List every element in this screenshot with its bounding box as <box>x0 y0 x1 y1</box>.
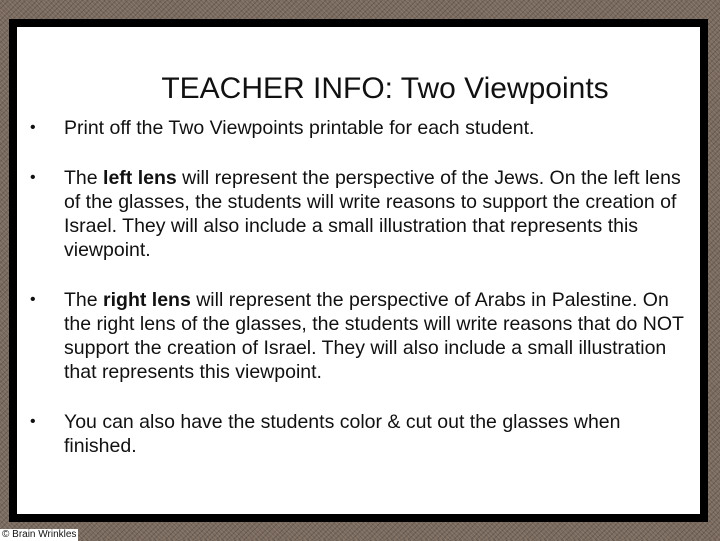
bullet-item-right-lens <box>30 288 695 384</box>
bullet-dot: • <box>30 291 36 308</box>
bullet-text: You can also have the students color & cut out the glasses when finished. <box>64 411 621 457</box>
slide-title: TEACHER INFO: Two Viewpoints <box>161 72 609 105</box>
copyright-footer: © Brain Wrinkles <box>2 529 77 540</box>
bullet-item-color-cut <box>30 410 695 458</box>
bullet-emphasis-left-lens: left lens <box>103 167 177 189</box>
bullet-emphasis-right-lens: right lens <box>103 289 191 311</box>
bullet-list <box>30 116 695 484</box>
bullet-dot: • <box>30 119 36 136</box>
bullet-text-pre: The <box>64 289 104 311</box>
bullet-dot: • <box>30 413 36 430</box>
bullet-dot: • <box>30 169 36 186</box>
bullet-text-post: will represent the perspective of Arabs in Palestine. On the right lens of the glasses, the students will write reasons that do NOT support the creation of Israel. They will also include a small illustration that represents this viewpoint. <box>64 289 684 383</box>
bullet-text: Print off the Two Viewpoints printable for each student. <box>64 117 535 139</box>
bullet-text-pre: The <box>64 167 104 189</box>
bullet-item-left-lens <box>30 166 695 262</box>
bullet-item-print <box>30 116 695 140</box>
bullet-text-post: will represent the perspective of the Jews. On the left lens of the glasses, the students will write reasons to support the creation of Israel. They will also include a small illustration that represents this viewpoint. <box>64 167 681 261</box>
